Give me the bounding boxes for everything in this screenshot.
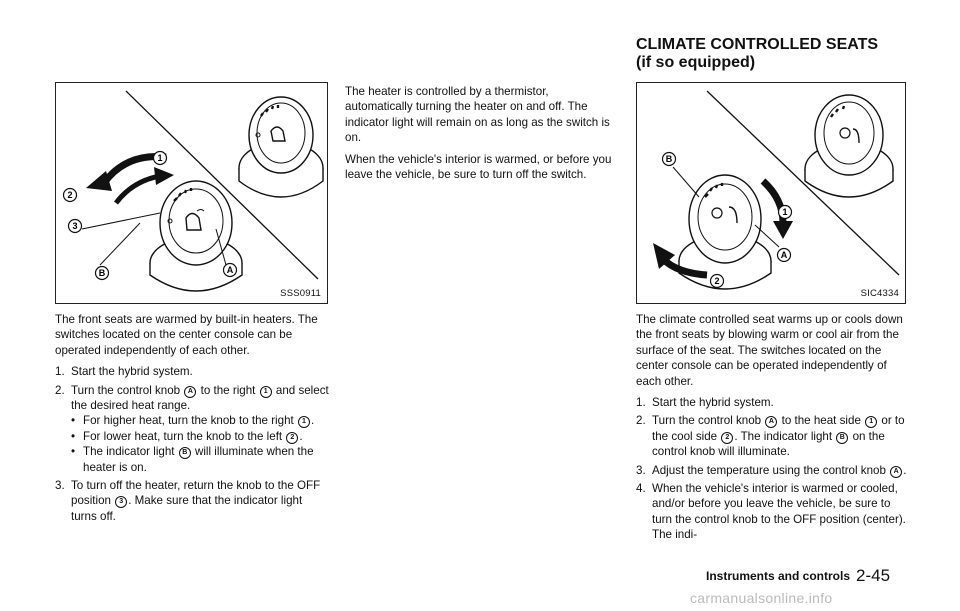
footer-section: Instruments and controls: [706, 569, 851, 583]
right-column-text: [636, 312, 908, 543]
figure-climate-seat-knob: [636, 82, 906, 304]
page-number: 2-45: [856, 566, 891, 585]
middle-p1: The heater is controlled by a thermistor, automatically turning the heater on and off. The indicator light will remain on as long as the switch is on.: [345, 85, 610, 145]
figure-code: SIC4334: [860, 288, 899, 299]
callout-2: 2: [67, 190, 73, 200]
callout-1: 1: [157, 153, 163, 163]
callout-a: A: [780, 250, 788, 260]
callout-2: 2: [714, 276, 720, 286]
callout-3: 3: [72, 221, 78, 231]
watermark: carmanualsonline.info: [690, 590, 833, 606]
section-heading: [636, 36, 878, 72]
bullet-lower-heat: • For lower heat, turn the knob to the left 2 .: [71, 429, 303, 443]
figure-heated-seat-knob: [55, 82, 328, 304]
right-step-1: 1. Start the hybrid system.: [636, 396, 774, 410]
right-step-2: 2. Turn the control knob A to the heat side 1 or to the cool side 2 . The indicator light B on the control knob will illuminate.: [636, 414, 905, 459]
right-intro: The climate controlled seat warms up or cools down the front seats by blowing warm or cool air from the surface of the seat. The switches located on the center console can be operated independently of each other.: [636, 313, 903, 388]
callout-1: 1: [782, 207, 788, 217]
step-3: 3. To turn off the heater, return the knob to the OFF position 3 . Make sure that the indicator light turns off.: [55, 479, 321, 523]
figure-code: SSS0911: [280, 288, 321, 299]
left-column-text: [55, 312, 329, 524]
callout-1-ref: 1: [260, 386, 272, 398]
callout-a-ref: A: [184, 386, 196, 398]
heated-seat-knob-illustration: [56, 83, 327, 303]
callout-b: B: [665, 154, 673, 164]
middle-column-text: [345, 84, 617, 188]
step-2: 2. Turn the control knob A to the right 1 and select the desired heat range.: [55, 383, 329, 413]
middle-p2: When the vehicle's interior is warmed, or before you leave the vehicle, be sure to turn off the switch.: [345, 152, 612, 182]
callout-a: A: [226, 265, 234, 275]
callout-b: B: [98, 268, 106, 278]
right-step-4: 4. When the vehicle's interior is warmed or cooled, and/or before you leave the vehicle, be sure to turn the control knob to the OFF position (center). The indi-: [636, 482, 906, 542]
section-title: CLIMATE CONTROLLED SEATS: [636, 36, 879, 53]
left-intro: The front seats are warmed by built-in heaters. The switches located on the center console can be operated independently of each other.: [55, 313, 318, 357]
bullet-indicator-light: • The indicator light B will illuminate when the heater is on.: [71, 445, 314, 474]
section-subtitle: (if so equipped): [636, 54, 756, 71]
step-1: 1. Start the hybrid system.: [55, 365, 193, 379]
right-step-3: 3. Adjust the temperature using the control knob A .: [636, 463, 907, 477]
page-footer: [706, 566, 890, 586]
climate-seat-knob-illustration: [637, 83, 905, 303]
bullet-higher-heat: • For higher heat, turn the knob to the right 1 .: [71, 414, 315, 428]
